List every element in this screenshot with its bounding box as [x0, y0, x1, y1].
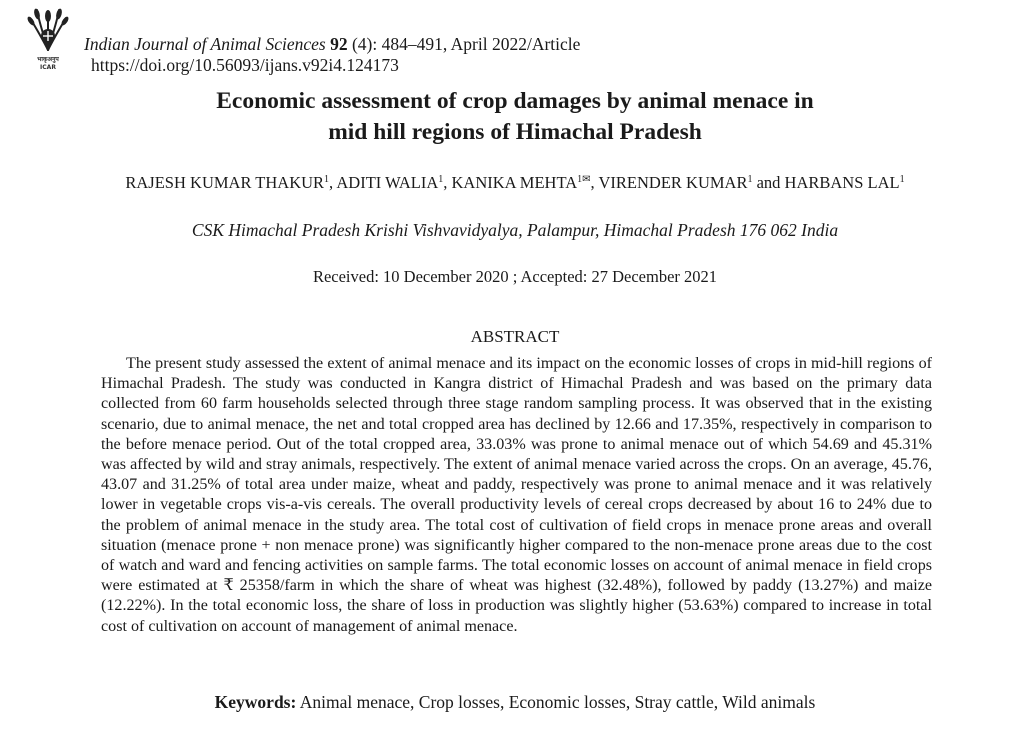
paper-title [0, 86, 1030, 148]
author-name: KANIKA MEHTA [451, 173, 578, 192]
affiliation: CSK Himachal Pradesh Krishi Vishvavidyalya, Palampur, Himachal Pradesh 176 062 India [191, 220, 839, 240]
paper-title-line: Economic assessment of crop damages by animal menace in [216, 88, 814, 114]
journal-citation [84, 34, 580, 55]
icar-logo [24, 6, 72, 76]
keywords-label: Keywords: [214, 692, 297, 712]
received-accepted-dates: Received: 10 December 2020 ; Accepted: 27 December 2021 [312, 267, 718, 286]
journal-volume: 92 [330, 34, 348, 54]
abstract-heading: ABSTRACT [470, 327, 560, 346]
author-name: ADITI WALIA [336, 173, 439, 192]
author-name: HARBANS LAL [784, 173, 900, 192]
author-separator: , [329, 173, 337, 192]
logo-hindi-text: भाकृअनुप [37, 56, 59, 63]
paper-title-line: mid hill regions of Himachal Pradesh [328, 119, 702, 145]
author-name: RAJESH KUMAR THAKUR [125, 173, 325, 192]
author-separator: , [590, 173, 599, 192]
author-list [0, 172, 1030, 194]
author-separator: and [752, 173, 785, 192]
abstract-text: The present study assessed the extent of animal menace and its impact on the economic losses of crops in mid-hill regions of Himachal Pradesh. The study was conducted in Kangra district of Himachal Pradesh and was based on the primary data collected from 60 farm households selected through three stage random sampling process. It was observed that in the existing scenario, due to animal menace, the net and total cropped area has declined by 12.66 and 17.35%, respectively in comparison to the before menace period. Out of the total cropped area, 33.03% was prone to animal menace out of which 54.69 and 45.31% was affected by wild and stray animals, respectively. The extent of animal menace varied across the crops. On an average, 45.76, 43.07 and 31.25% of total area under maize, wheat and paddy, respectively was prone to animal menace and it was relatively lower in vegetable crops vis-a-vis cereals. The overall productivity levels of cereal crops decreased by about 16 to 24% due to the problem of animal menace in the study area. The total cost of cultivation of field crops in menace prone areas and overall situation (menace prone + non menace prone) was significantly higher compared to the non-menace prone areas due to the cost of watch and ward and fencing activities on sample farms. The total economic losses on account of animal menace in field crops were estimated at ₹ 25358/farm in which the share of wheat was highest (32.48%), followed by paddy (13.27%) and maize (12.22%). In the total economic loss, the share of loss in production was slightly higher (53.63%) compared to increase in total cost of cultivation on account of management of animal menace. [101, 355, 932, 635]
author-affiliation-mark: 1 [899, 174, 905, 185]
doi-link[interactable]: https://doi.org/10.56093/ijans.v92i4.124173 [91, 55, 399, 75]
author-separator: , [443, 173, 452, 192]
author-name: VIRENDER KUMAR [598, 173, 748, 192]
author-affiliation-mark: 1 [747, 174, 753, 185]
keywords [0, 691, 1030, 714]
author-affiliation-mark: 1 [324, 174, 330, 185]
icar-wheat-emblem-icon [24, 6, 72, 56]
author-affiliation-mark: 1✉ [577, 174, 591, 185]
journal-issue-pages-date: (4): 484–491, April 2022/Article [347, 34, 581, 54]
keywords-list: Animal menace, Crop losses, Economic losses, Stray cattle, Wild animals [296, 692, 816, 712]
author-affiliation-mark: 1 [438, 174, 444, 185]
logo-text: ICAR [40, 64, 56, 71]
journal-name: Indian Journal of Animal Sciences [84, 34, 326, 54]
